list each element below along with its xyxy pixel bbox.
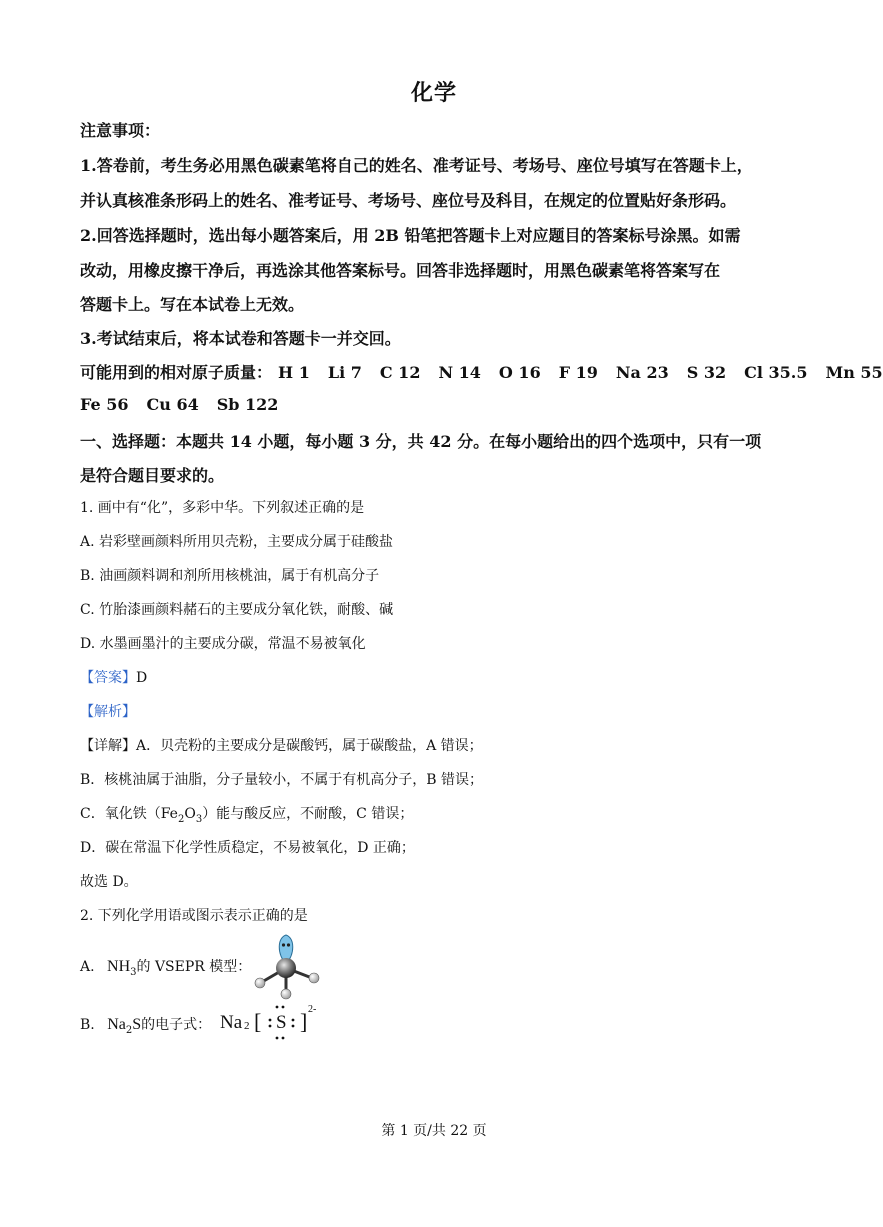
q2-option-a [80, 956, 795, 976]
bracket-right: ] [300, 1009, 308, 1034]
notice-heading: 注意事项： [80, 121, 161, 140]
atomic-mass-label: 可能用到的相对原子质量： [80, 363, 273, 382]
atomic-mass: F 19 [558, 363, 598, 382]
atomic-mass: S 32 [686, 363, 727, 382]
detail-line: B．核桃油属于油脂，分子量较小，不属于有机高分子，B 错误； [80, 772, 484, 788]
atomic-mass: O 16 [498, 363, 541, 382]
subscript: 3 [195, 813, 203, 825]
detail-text: ）能与酸反应，不耐酸，C 错误； [202, 806, 414, 822]
electron-formula [220, 1004, 330, 1040]
vsepr-model-icon [250, 930, 330, 1002]
option-c: C. 竹胎漆画颜料赭石的主要成分氧化铁，耐酸、碱 [80, 602, 394, 618]
page-title: 化学 [410, 80, 457, 106]
notice-line: 改动，用橡皮擦干净后，再选涂其他答案标号。回答非选择题时，用黑色碳素笔将答案写在 [80, 261, 721, 280]
option-b: B. 油画颜料调和剂所用核桃油，属于有机高分子 [80, 568, 380, 584]
atomic-mass: C 12 [379, 363, 421, 382]
option-label: A. [80, 959, 95, 975]
detail-text: C．氧化铁（Fe [80, 806, 178, 822]
question-stem: 1. 画中有“化”，多彩中华。下列叙述正确的是 [80, 500, 365, 516]
formula: NH [107, 958, 131, 975]
charge: 2- [308, 1004, 317, 1015]
notice-line: 并认真核准条形码上的姓名、准考证号、考场号、座位号及科目，在规定的位置贴好条形码。 [80, 191, 737, 210]
subscript: 3 [130, 966, 137, 978]
electron-dots-icon [220, 1004, 330, 1040]
subscript: 2 [125, 1024, 133, 1036]
answer-value: D [136, 670, 148, 686]
notice-line: 2.回答选择题时，选出每小题答案后，用 2B 铅笔把答题卡上对应题目的答案标号涂黑。如需 [80, 226, 741, 245]
atomic-mass: Mn 55 [825, 363, 883, 382]
atomic-mass-line [80, 360, 883, 383]
option-text: 的 VSEPR 模型： [136, 959, 252, 975]
conclusion-line: 故选 D。 [80, 874, 138, 890]
section-heading: 一、选择题：本题共 14 小题，每小题 3 分，共 42 分。在每小题给出的四个选项中，只有一项 [80, 432, 762, 451]
analysis-tag: 【解析】 [80, 704, 136, 720]
bracket-left: [ [254, 1009, 262, 1034]
q2-option-b [80, 1014, 795, 1034]
option-a: A. 岩彩壁画颜料所用贝壳粉，主要成分属于硅酸盐 [80, 534, 394, 550]
section-heading: 是符合题目要求的。 [80, 466, 225, 485]
subscript: 2 [244, 1020, 250, 1032]
answer-line [80, 667, 795, 687]
detail-line: D．碳在常温下化学性质稳定，不易被氧化，D 正确； [80, 840, 415, 856]
atomic-mass: Cu 64 [146, 395, 199, 414]
atomic-mass-line [80, 395, 795, 414]
atomic-mass: Sb 122 [216, 395, 279, 414]
notice-line: 3.考试结束后，将本试卷和答题卡一并交回。 [80, 329, 401, 348]
detail-line [80, 735, 795, 755]
answer-tag: 【答案】 [80, 670, 136, 686]
detail-tag: 【详解】 [80, 738, 136, 754]
notice-line: 答题卡上。写在本试卷上无效。 [80, 295, 305, 314]
atomic-mass: Fe 56 [80, 395, 129, 414]
detail-text: A．贝壳粉的主要成分是碳酸钙，属于碳酸盐，A 错误； [136, 738, 483, 754]
question-stem: 2. 下列化学用语或图示表示正确的是 [80, 908, 308, 924]
atomic-mass: Na 23 [615, 363, 669, 382]
cation-symbol: Na [220, 1012, 243, 1033]
notice-line: 1.答卷前，考生务必用黑色碳素笔将自己的姓名、准考证号、考场号、座位号填写在答题卡上， [80, 156, 753, 175]
formula: Na [107, 1016, 126, 1033]
option-d: D. 水墨画墨汁的主要成分碳，常温不易被氧化 [80, 636, 366, 652]
atomic-mass: H 1 [278, 363, 310, 382]
formula: S [132, 1016, 142, 1033]
page-footer: 第 1 页/共 22 页 [381, 1123, 487, 1139]
detail-line [80, 803, 795, 823]
anion-symbol: S [276, 1012, 287, 1033]
detail-text: O [184, 806, 196, 822]
subscript: 2 [177, 813, 185, 825]
option-label: B. [80, 1017, 95, 1033]
atomic-mass: Cl 35.5 [744, 363, 808, 382]
atomic-mass: N 14 [438, 363, 481, 382]
atomic-mass: Li 7 [327, 363, 362, 382]
option-text: 的电子式： [141, 1017, 212, 1033]
